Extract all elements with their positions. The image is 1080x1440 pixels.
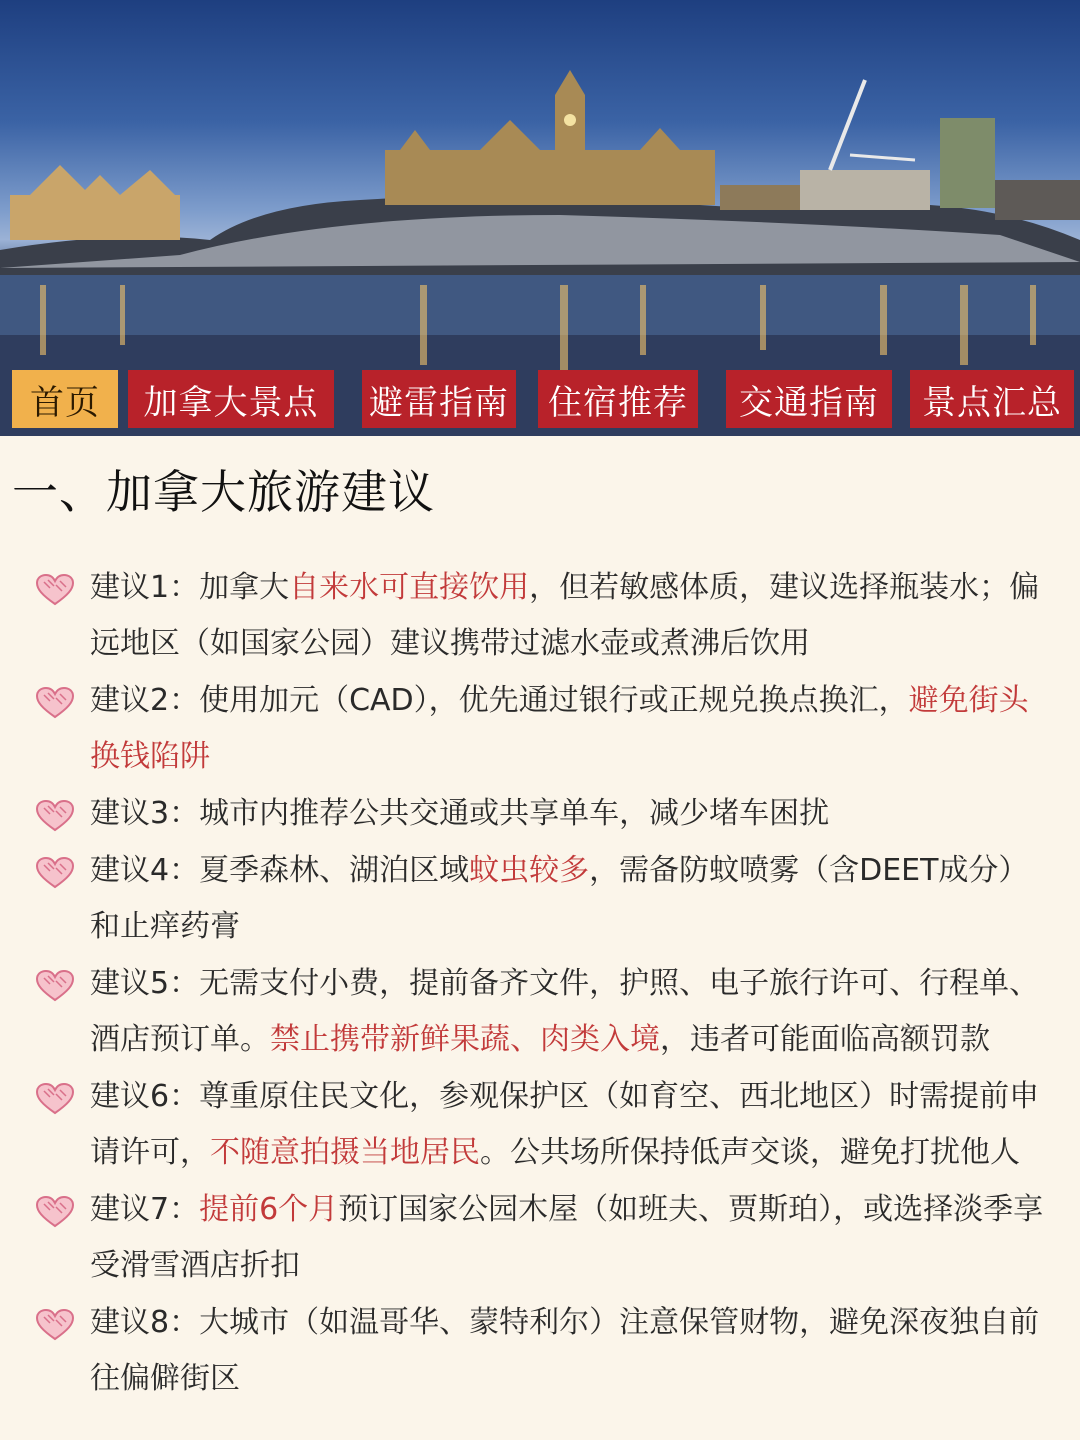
list-item [0, 560, 1080, 672]
tip-highlight: 蚊虫较多 [469, 853, 590, 888]
heart-icon [36, 1196, 74, 1228]
list-item [0, 786, 1080, 842]
hero-banner [0, 0, 1080, 436]
list-item [0, 956, 1080, 1068]
tip-highlight: 不随意拍摄当地居民 [210, 1135, 480, 1170]
tip-text: 建议7： [90, 1192, 200, 1227]
heart-icon [36, 857, 74, 889]
tip-text: 。公共场所保持低声交谈，避免打扰他人 [480, 1135, 1020, 1170]
heart-icon [36, 1083, 74, 1115]
list-item [0, 1069, 1080, 1181]
list-item [0, 673, 1080, 785]
tip-highlight: 提前6个月 [199, 1192, 339, 1227]
tab-transport-guide[interactable]: 交通指南 [726, 370, 892, 428]
tip-text: ，但若敏感体质，建议选择瓶装水；偏远地区（如国家公园）建议携带过滤水壶或煮沸后饮用 [90, 570, 1040, 661]
tip-text: 建议2：使用加元（CAD），优先通过银行或正规兑换点换汇， [90, 683, 909, 718]
heart-icon [36, 970, 74, 1002]
section-title: 一、加拿大旅游建议 [12, 465, 435, 519]
heart-icon [36, 687, 74, 719]
heart-icon [36, 1309, 74, 1341]
list-item [0, 1295, 1080, 1407]
tip-highlight: 自来水可直接饮用 [289, 570, 530, 605]
tip-highlight: 禁止携带新鲜果蔬、肉类入境 [270, 1022, 660, 1057]
tab-attractions-summary[interactable]: 景点汇总 [910, 370, 1074, 428]
tip-text: 建议4：夏季森林、湖泊区域 [90, 853, 470, 888]
tab-canada-attractions[interactable]: 加拿大景点 [128, 370, 334, 428]
tip-highlight: 避免街头换钱陷阱 [90, 683, 1029, 774]
heart-icon [36, 574, 74, 606]
tip-text: ，违者可能面临高额罚款 [660, 1022, 990, 1057]
tip-text: ，需备防蚊喷雾（含DEET成分）和止痒药膏 [90, 853, 1029, 944]
tab-accommodation[interactable]: 住宿推荐 [538, 370, 698, 428]
tip-text: 建议8：大城市（如温哥华、蒙特利尔）注意保管财物，避免深夜独自前往偏僻街区 [90, 1305, 1040, 1396]
tip-text: 建议3：城市内推荐公共交通或共享单车，减少堵车困扰 [90, 796, 830, 831]
list-item [0, 1182, 1080, 1294]
tip-text: 建议5：无需支付小费，提前备齐文件，护照、电子旅行许可、行程单、酒店预订单。 [90, 966, 1040, 1057]
top-nav [0, 370, 1080, 428]
tab-pitfall-guide[interactable]: 避雷指南 [362, 370, 516, 428]
tip-text: 建议1：加拿大 [90, 570, 290, 605]
tab-home[interactable]: 首页 [12, 370, 118, 428]
heart-icon [36, 800, 74, 832]
list-item [0, 843, 1080, 955]
tips-list [0, 560, 1080, 1408]
tip-text: 建议6：尊重原住民文化，参观保护区（如育空、西北地区）时需提前申请许可， [90, 1079, 1040, 1170]
tip-text: 预订国家公园木屋（如班夫、贾斯珀），或选择淡季享受滑雪酒店折扣 [90, 1192, 1044, 1283]
